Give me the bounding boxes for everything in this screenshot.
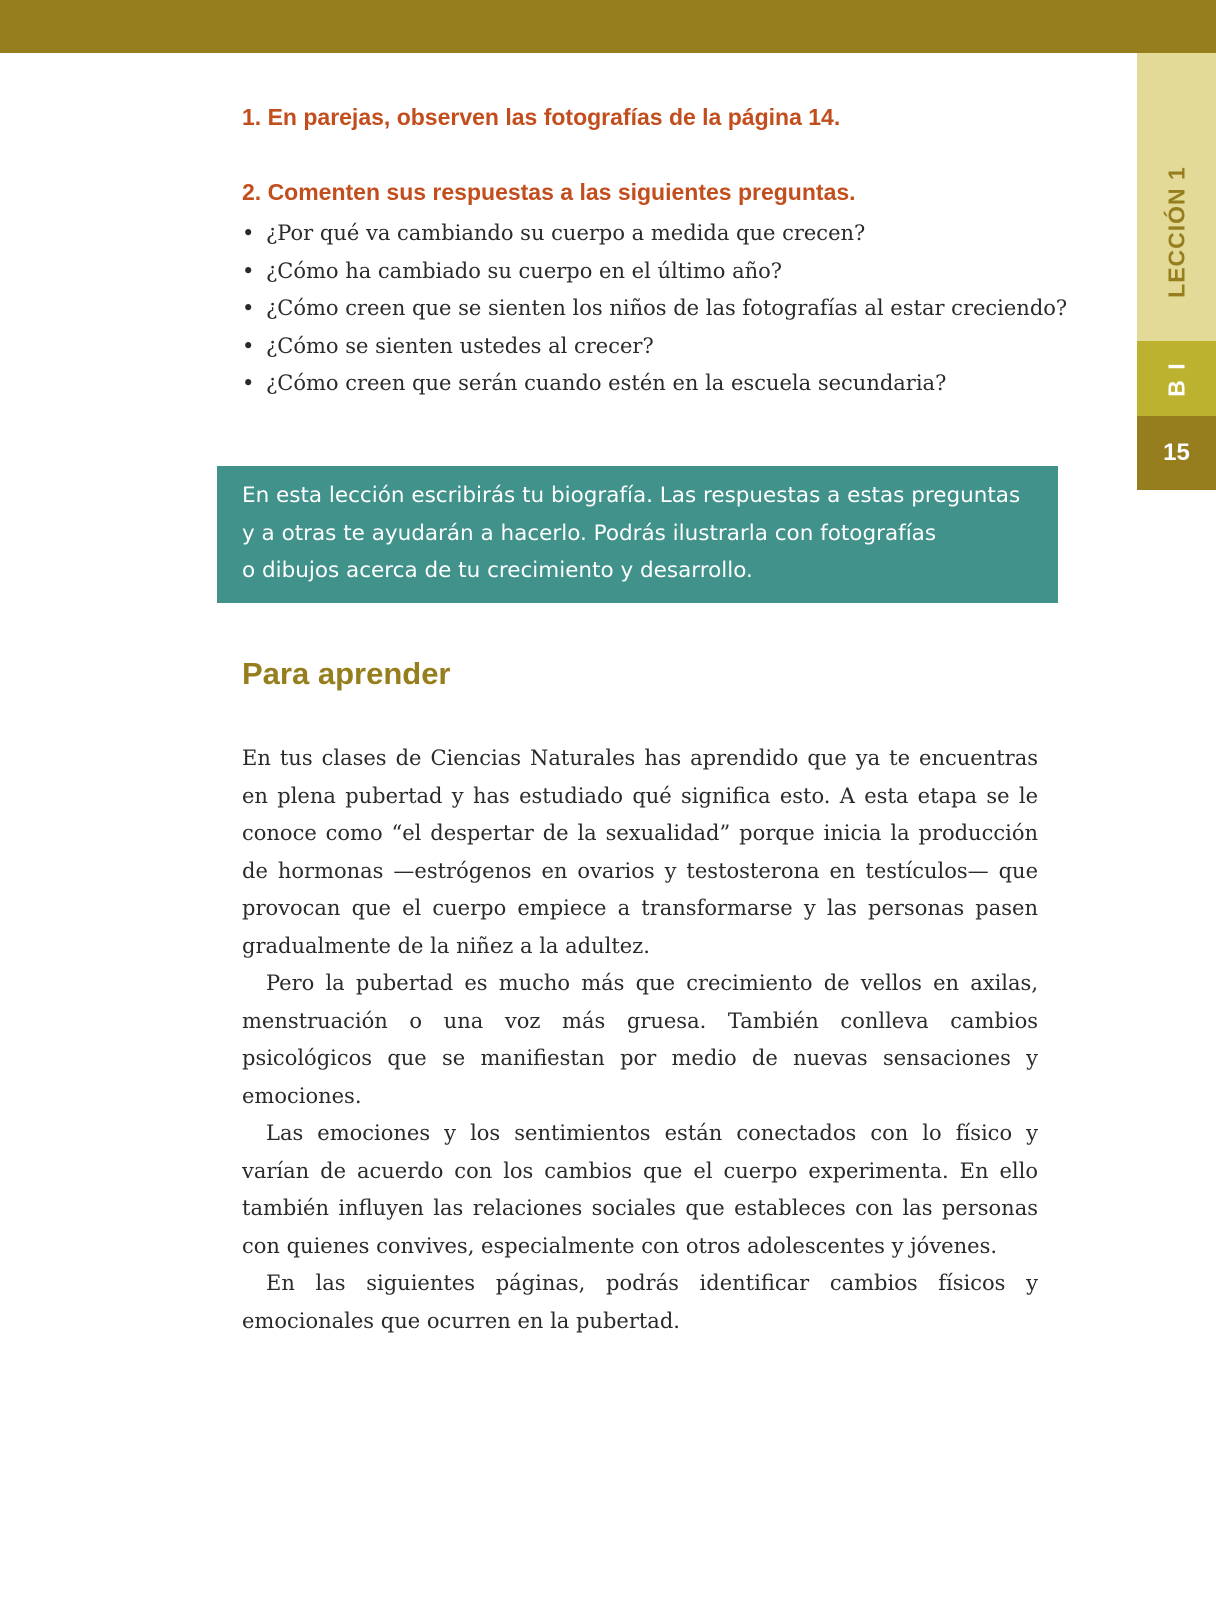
info-line: o dibujos acerca de tu crecimiento y desarrollo. bbox=[242, 558, 753, 583]
question-item: • ¿Cómo creen que serán cuando estén en la escuela secundaria? bbox=[242, 365, 1067, 403]
info-line: En esta lección escribirás tu biografía. Las respuestas a estas preguntas bbox=[242, 483, 1021, 508]
question-item: • ¿Por qué va cambiando su cuerpo a medida que crecen? bbox=[242, 215, 1067, 253]
lesson-tab bbox=[1137, 53, 1216, 341]
section-body bbox=[242, 740, 1038, 1340]
instruction-step-1: 1. En parejas, observen las fotografías de la página 14. bbox=[242, 104, 841, 130]
lesson-label: LECCIÓN 1 bbox=[1163, 166, 1189, 298]
page-number-tab bbox=[1137, 416, 1216, 490]
body-paragraph: Pero la pubertad es mucho más que crecimiento de vellos en axilas, menstruación o una voz más gruesa. También conlleva cambios psicológicos que se manifiestan por medio de nuevas sensaciones y emociones. bbox=[242, 971, 1038, 1108]
instruction-step-2: 2. Comenten sus respuestas a las siguientes preguntas. bbox=[242, 179, 856, 205]
question-item: • ¿Cómo creen que se sienten los niños de las fotografías al estar creciendo? bbox=[242, 290, 1067, 328]
question-item: • ¿Cómo ha cambiado su cuerpo en el último año? bbox=[242, 253, 1067, 291]
question-list bbox=[242, 215, 1067, 403]
section-title: Para aprender bbox=[242, 656, 451, 691]
body-paragraph: En las siguientes páginas, podrás identificar cambios físicos y emocionales que ocurren en la pubertad. bbox=[242, 1271, 1038, 1333]
block-label: B I bbox=[1163, 360, 1189, 397]
body-paragraph: En tus clases de Ciencias Naturales has aprendido que ya te encuentras en plena pubertad y has estudiado qué significa esto. A esta etapa se le conoce como “el despertar de la sexualidad” porque inicia la producción de hormonas —estrógenos en ovarios y testosterona en testículos— que provocan que el cuerpo empiece a transformarse y las personas pasen gradualmente de la niñez a la adultez. bbox=[242, 746, 1038, 958]
page-number: 15 bbox=[1163, 439, 1190, 466]
question-item: • ¿Cómo se sienten ustedes al crecer? bbox=[242, 328, 1067, 366]
top-header-bar bbox=[0, 0, 1216, 53]
body-paragraph: Las emociones y los sentimientos están conectados con lo físico y varían de acuerdo con los cambios que el cuerpo experimenta. En ello también influyen las relaciones sociales que estableces con las personas con quienes convives, especialmente con otros adolescentes y jóvenes. bbox=[242, 1121, 1038, 1258]
info-line: y a otras te ayudarán a hacerlo. Podrás ilustrarla con fotografías bbox=[242, 520, 937, 546]
block-tab bbox=[1137, 341, 1216, 416]
info-callout-box bbox=[217, 466, 1058, 603]
